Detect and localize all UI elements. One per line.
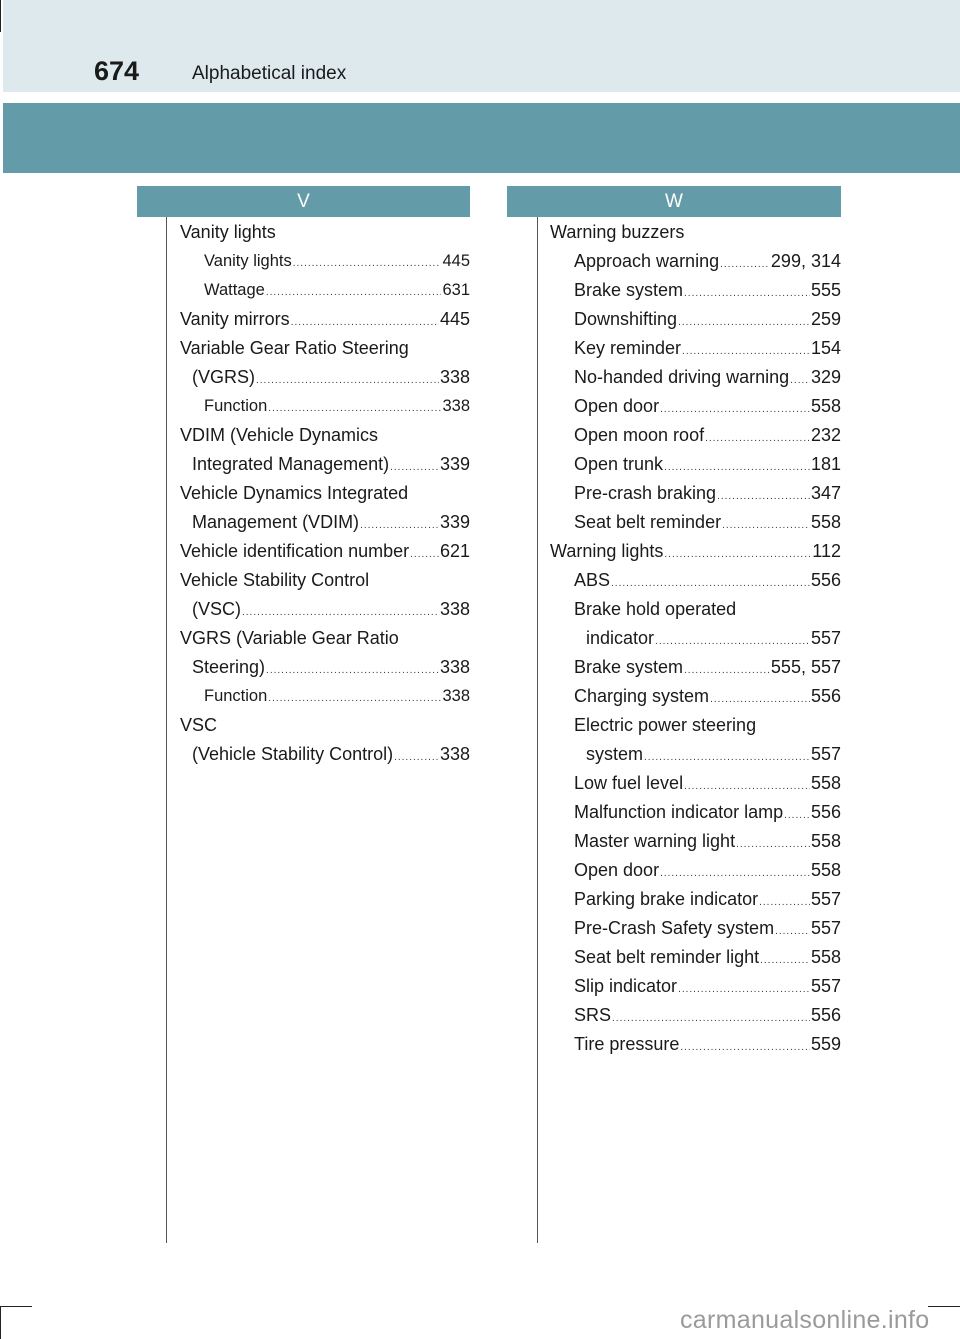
entry-label: Open door bbox=[574, 396, 660, 416]
header-band bbox=[3, 0, 960, 92]
index-entry bbox=[550, 305, 841, 334]
entry-label: Brake hold operated bbox=[574, 599, 737, 619]
index-entry bbox=[180, 305, 470, 334]
entry-page-ref: 558 bbox=[810, 773, 841, 793]
leader-dots bbox=[612, 1004, 810, 1030]
page-number: 674 bbox=[94, 56, 140, 86]
index-entry bbox=[550, 682, 841, 711]
crop-mark bbox=[0, 0, 1, 32]
entry-page-ref: 181 bbox=[810, 454, 841, 474]
leader-dots bbox=[722, 511, 810, 537]
leader-dots bbox=[760, 946, 810, 972]
index-entry bbox=[550, 508, 841, 537]
entry-page-ref: 338 bbox=[442, 687, 470, 705]
entry-page-ref: 557 bbox=[810, 976, 841, 996]
entry-label: Function bbox=[204, 397, 268, 415]
entry-page-ref: 259 bbox=[810, 309, 841, 329]
entry-page-ref: 631 bbox=[442, 281, 470, 299]
entry-label: indicator bbox=[586, 628, 655, 648]
entry-page-ref: 338 bbox=[442, 397, 470, 415]
column-rule-left bbox=[166, 217, 167, 1243]
index-entry bbox=[550, 450, 841, 479]
index-entry bbox=[550, 479, 841, 508]
leader-dots bbox=[410, 540, 439, 566]
entry-label: Variable Gear Ratio Steering bbox=[180, 338, 409, 358]
index-entry bbox=[550, 914, 841, 943]
entry-page-ref: 558 bbox=[810, 512, 841, 532]
entry-label: Approach warning bbox=[574, 251, 720, 271]
index-column-v bbox=[180, 218, 470, 769]
index-entry bbox=[550, 1001, 841, 1030]
entry-page-ref: 557 bbox=[810, 918, 841, 938]
column-rule-right bbox=[537, 217, 538, 1243]
entry-page-ref: 154 bbox=[810, 338, 841, 358]
index-entry bbox=[550, 769, 841, 798]
leader-dots bbox=[678, 975, 810, 1001]
entry-label: Tire pressure bbox=[574, 1034, 680, 1054]
entry-page-ref: 556 bbox=[810, 1005, 841, 1025]
entry-page-ref: 338 bbox=[439, 744, 470, 764]
index-column-w bbox=[550, 218, 841, 1059]
leader-dots bbox=[720, 250, 770, 276]
index-entry bbox=[180, 624, 470, 653]
entry-label: Vehicle Stability Control bbox=[180, 570, 370, 590]
entry-label: (Vehicle Stability Control) bbox=[192, 744, 394, 764]
section-letter-w: W bbox=[507, 186, 841, 217]
entry-label: Seat belt reminder light bbox=[574, 947, 760, 967]
index-entry bbox=[180, 479, 470, 508]
leader-dots bbox=[394, 743, 439, 769]
index-entry bbox=[180, 392, 470, 421]
index-entry bbox=[550, 943, 841, 972]
entry-label: Master warning light bbox=[574, 831, 736, 851]
entry-page-ref: 555, 557 bbox=[770, 657, 841, 677]
entry-page-ref: 338 bbox=[439, 657, 470, 677]
entry-page-ref: 556 bbox=[810, 570, 841, 590]
entry-label: Warning lights bbox=[550, 541, 664, 561]
index-entry bbox=[550, 827, 841, 856]
index-entry bbox=[550, 421, 841, 450]
leader-dots bbox=[705, 424, 810, 450]
entry-page-ref: 556 bbox=[810, 686, 841, 706]
entry-page-ref: 559 bbox=[810, 1034, 841, 1054]
leader-dots bbox=[680, 1033, 810, 1059]
index-entry bbox=[180, 682, 470, 711]
entry-label: SRS bbox=[574, 1005, 612, 1025]
leader-dots bbox=[360, 511, 439, 537]
leader-dots bbox=[759, 888, 810, 914]
index-entry bbox=[180, 653, 470, 682]
entry-label: Brake system bbox=[574, 280, 684, 300]
entry-label: Wattage bbox=[204, 281, 265, 299]
leader-dots bbox=[664, 453, 810, 479]
leader-dots bbox=[655, 627, 810, 653]
index-entry bbox=[550, 363, 841, 392]
index-entry bbox=[550, 740, 841, 769]
entry-label: Vehicle Dynamics Integrated bbox=[180, 483, 409, 503]
entry-label: Seat belt reminder bbox=[574, 512, 722, 532]
entry-label: system bbox=[586, 744, 644, 764]
entry-label: Open door bbox=[574, 860, 660, 880]
entry-label: Slip indicator bbox=[574, 976, 678, 996]
index-entry bbox=[180, 711, 470, 740]
index-entry bbox=[550, 537, 841, 566]
leader-dots bbox=[256, 366, 439, 392]
index-entry bbox=[550, 1030, 841, 1059]
leader-dots bbox=[390, 453, 439, 479]
index-entry bbox=[550, 972, 841, 1001]
crop-mark bbox=[928, 1306, 960, 1307]
watermark: carmanualsonline.info bbox=[680, 1306, 930, 1334]
entry-page-ref: 232 bbox=[810, 425, 841, 445]
leader-dots bbox=[678, 308, 810, 334]
entry-label: Downshifting bbox=[574, 309, 678, 329]
entry-label: Low fuel level bbox=[574, 773, 684, 793]
entry-label: Warning buzzers bbox=[550, 222, 685, 242]
leader-dots bbox=[684, 656, 770, 682]
index-entry bbox=[550, 624, 841, 653]
entry-page-ref: 558 bbox=[810, 831, 841, 851]
index-entry bbox=[550, 653, 841, 682]
index-entry bbox=[550, 392, 841, 421]
entry-label: Vanity lights bbox=[204, 252, 292, 270]
leader-dots bbox=[790, 366, 810, 392]
index-entry bbox=[180, 334, 470, 363]
index-entry bbox=[550, 218, 841, 247]
page-title: Alphabetical index bbox=[192, 63, 347, 84]
entry-page-ref: 558 bbox=[810, 947, 841, 967]
leader-dots bbox=[266, 656, 439, 682]
leader-dots bbox=[775, 917, 810, 943]
index-entry bbox=[180, 537, 470, 566]
leader-dots bbox=[682, 337, 810, 363]
entry-label: Function bbox=[204, 687, 268, 705]
leader-dots bbox=[644, 743, 810, 769]
crop-mark bbox=[0, 1306, 1, 1339]
entry-label: Integrated Management) bbox=[192, 454, 390, 474]
entry-label: Open trunk bbox=[574, 454, 664, 474]
entry-page-ref: 299, 314 bbox=[770, 251, 841, 271]
entry-page-ref: 557 bbox=[810, 889, 841, 909]
entry-label: Open moon roof bbox=[574, 425, 705, 445]
entry-label: Malfunction indicator lamp bbox=[574, 802, 784, 822]
entry-page-ref: 558 bbox=[810, 396, 841, 416]
entry-label: Pre-Crash Safety system bbox=[574, 918, 775, 938]
index-entry bbox=[180, 595, 470, 624]
leader-dots bbox=[268, 394, 441, 421]
index-entry bbox=[550, 856, 841, 885]
entry-label: VSC bbox=[180, 715, 218, 735]
entry-page-ref: 621 bbox=[439, 541, 470, 561]
leader-dots bbox=[611, 569, 810, 595]
index-entry bbox=[550, 885, 841, 914]
entry-label: (VSC) bbox=[192, 599, 241, 619]
leader-dots bbox=[268, 684, 441, 711]
entry-label: ABS bbox=[574, 570, 611, 590]
leader-dots bbox=[684, 279, 810, 305]
index-entry bbox=[180, 363, 470, 392]
index-entry bbox=[550, 711, 841, 740]
leader-dots bbox=[291, 308, 439, 334]
entry-page-ref: 555 bbox=[810, 280, 841, 300]
leader-dots bbox=[660, 395, 810, 421]
entry-label: Vanity lights bbox=[180, 222, 276, 242]
index-entry bbox=[180, 247, 470, 276]
index-entry bbox=[180, 566, 470, 595]
decorative-band bbox=[3, 103, 960, 173]
index-entry bbox=[550, 247, 841, 276]
leader-dots bbox=[684, 772, 810, 798]
entry-page-ref: 445 bbox=[442, 252, 470, 270]
leader-dots bbox=[293, 249, 442, 276]
entry-label: VDIM (Vehicle Dynamics bbox=[180, 425, 379, 445]
entry-page-ref: 338 bbox=[439, 367, 470, 387]
entry-page-ref: 445 bbox=[439, 309, 470, 329]
entry-label: VGRS (Variable Gear Ratio bbox=[180, 628, 399, 648]
crop-mark bbox=[0, 1306, 32, 1307]
entry-label: No-handed driving warning bbox=[574, 367, 790, 387]
index-entry bbox=[550, 276, 841, 305]
entry-page-ref: 339 bbox=[439, 512, 470, 532]
entry-label: Electric power steering bbox=[574, 715, 757, 735]
index-entry bbox=[550, 798, 841, 827]
entry-page-ref: 558 bbox=[810, 860, 841, 880]
entry-label: Vehicle identification number bbox=[180, 541, 410, 561]
index-entry bbox=[550, 595, 841, 624]
entry-label: Vanity mirrors bbox=[180, 309, 290, 329]
entry-page-ref: 112 bbox=[812, 541, 841, 561]
entry-label: Management (VDIM) bbox=[192, 512, 360, 532]
entry-page-ref: 557 bbox=[810, 744, 841, 764]
section-letter-v: V bbox=[137, 186, 470, 217]
index-entry bbox=[180, 740, 470, 769]
entry-page-ref: 556 bbox=[810, 802, 841, 822]
entry-page-ref: 329 bbox=[810, 367, 841, 387]
entry-page-ref: 338 bbox=[439, 599, 470, 619]
entry-label: (VGRS) bbox=[192, 367, 255, 387]
entry-page-ref: 557 bbox=[810, 628, 841, 648]
entry-label: Charging system bbox=[574, 686, 710, 706]
index-entry bbox=[180, 276, 470, 305]
leader-dots bbox=[664, 540, 811, 566]
leader-dots bbox=[717, 482, 810, 508]
leader-dots bbox=[736, 830, 810, 856]
entry-label: Parking brake indicator bbox=[574, 889, 759, 909]
leader-dots bbox=[242, 598, 439, 624]
entry-page-ref: 347 bbox=[810, 483, 841, 503]
index-entry bbox=[180, 508, 470, 537]
leader-dots bbox=[266, 278, 442, 305]
leader-dots bbox=[784, 801, 810, 827]
index-entry bbox=[180, 450, 470, 479]
entry-label: Pre-crash braking bbox=[574, 483, 717, 503]
leader-dots bbox=[660, 859, 810, 885]
index-entry bbox=[550, 334, 841, 363]
index-entry bbox=[180, 218, 470, 247]
index-entry bbox=[180, 421, 470, 450]
index-entry bbox=[550, 566, 841, 595]
entry-label: Brake system bbox=[574, 657, 684, 677]
leader-dots bbox=[710, 685, 810, 711]
entry-label: Steering) bbox=[192, 657, 266, 677]
entry-label: Key reminder bbox=[574, 338, 682, 358]
entry-page-ref: 339 bbox=[439, 454, 470, 474]
